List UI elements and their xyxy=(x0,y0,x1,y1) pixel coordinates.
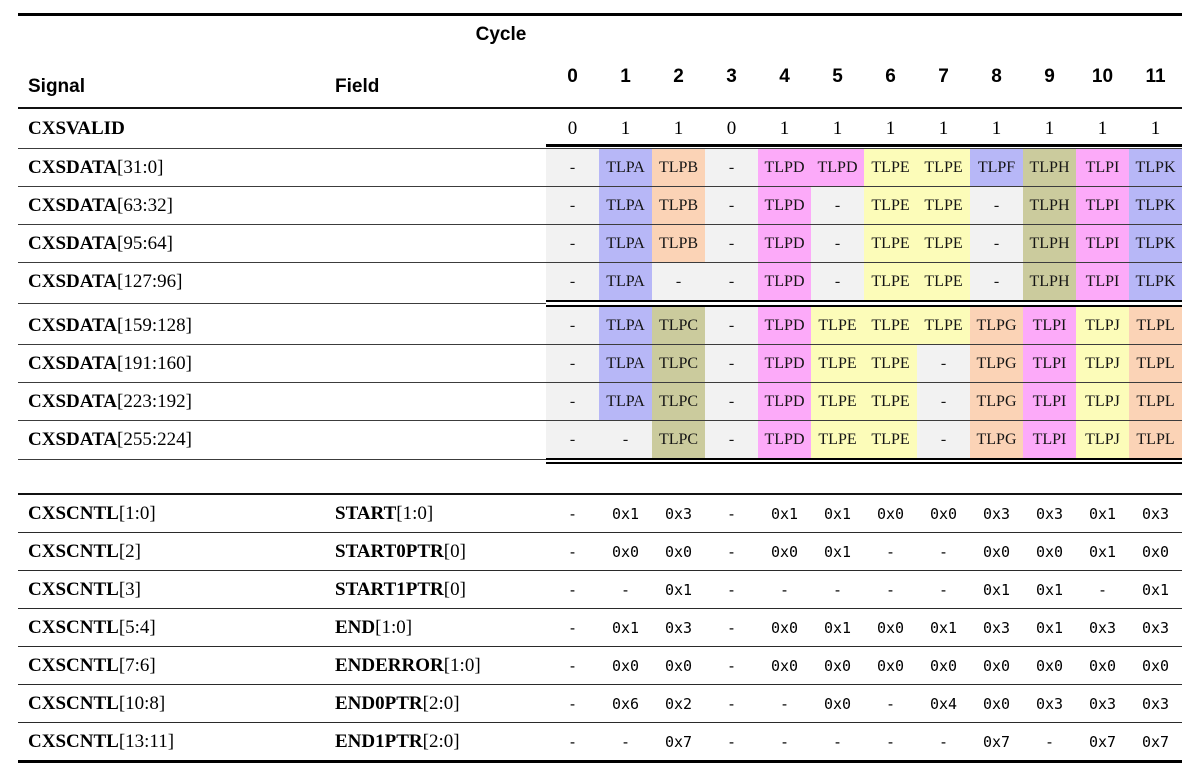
data-cell: TLPB xyxy=(652,149,705,186)
cntl-cell: - xyxy=(726,732,737,751)
signal-name: CXSDATA[95:64] xyxy=(28,232,173,254)
cntl-cell: 0x1 xyxy=(982,580,1011,599)
cntl-cell: - xyxy=(938,542,949,561)
data-row xyxy=(18,345,1182,382)
data-cell: - xyxy=(599,421,652,458)
data-cell: TLPA xyxy=(599,345,652,382)
cntl-cell: 0x3 xyxy=(664,618,693,637)
signal-name: CXSCNTL[2] xyxy=(28,540,141,562)
cntl-cell: 0x0 xyxy=(876,656,905,675)
cycle-col-header: 2 xyxy=(673,66,684,87)
signal-name: CXSCNTL[1:0] xyxy=(28,502,156,524)
cntl-cell: 0x0 xyxy=(982,656,1011,675)
data-cell: TLPA xyxy=(599,263,652,300)
cycle-group-row xyxy=(18,16,1182,56)
cntl-cell: 0x1 xyxy=(823,504,852,523)
valid-cell: 1 xyxy=(1150,117,1161,139)
cntl-cell: - xyxy=(1044,732,1055,751)
data-cell: TLPJ xyxy=(1076,307,1129,344)
valid-cell: 1 xyxy=(1044,117,1055,139)
cntl-cell: 0x1 xyxy=(770,504,799,523)
data-cell: TLPL xyxy=(1129,307,1182,344)
cntl-cell: 0x3 xyxy=(982,504,1011,523)
cntl-cell: 0x3 xyxy=(664,504,693,523)
top-margin xyxy=(18,0,1182,13)
data-row xyxy=(18,149,1182,186)
left-rule xyxy=(18,459,546,460)
cntl-cell: - xyxy=(832,732,843,751)
data-cell: - xyxy=(970,187,1023,224)
valid-cell: 1 xyxy=(779,117,790,139)
cntl-cell: 0x1 xyxy=(823,618,852,637)
data-cell: - xyxy=(652,263,705,300)
valid-cell: 1 xyxy=(832,117,843,139)
data-block-bottom-rule xyxy=(18,458,1182,465)
cntl-cell: - xyxy=(620,580,631,599)
cntl-cell: - xyxy=(779,732,790,751)
cntl-cell: 0x0 xyxy=(876,618,905,637)
data-cell: - xyxy=(705,345,758,382)
cntl-cell: 0x1 xyxy=(1141,580,1170,599)
field-name: END[1:0] xyxy=(335,616,413,638)
cntl-cell: - xyxy=(567,504,578,523)
data-cell: TLPI xyxy=(1023,383,1076,420)
data-cell: - xyxy=(811,187,864,224)
cycle-col-header: 6 xyxy=(885,66,896,87)
cycle-rule-bottom xyxy=(546,305,1182,307)
cycle-col-header: 3 xyxy=(726,66,737,87)
valid-cell: 0 xyxy=(726,117,737,139)
signal-name: CXSDATA[127:96] xyxy=(28,270,183,292)
section-gap xyxy=(18,465,1182,493)
signal-name: CXSCNTL[7:6] xyxy=(28,654,156,676)
field-name: END1PTR[2:0] xyxy=(335,730,460,752)
valid-cell: 1 xyxy=(1097,117,1108,139)
data-cell: TLPI xyxy=(1076,149,1129,186)
data-cell: TLPH xyxy=(1023,149,1076,186)
data-cell: TLPE xyxy=(811,383,864,420)
cycle-col-header: 7 xyxy=(938,66,949,87)
cycle-col-header: 4 xyxy=(779,66,790,87)
data-cell: TLPK xyxy=(1129,149,1182,186)
cntl-cell: 0x0 xyxy=(929,656,958,675)
signal-name: CXSDATA[223:192] xyxy=(28,390,192,412)
cntl-cell: 0x3 xyxy=(1141,694,1170,713)
cntl-cell: 0x0 xyxy=(770,542,799,561)
table-bottom-rule xyxy=(18,760,1182,763)
cntl-cell: 0x2 xyxy=(664,694,693,713)
data-cell: - xyxy=(970,263,1023,300)
cycle-rule-top xyxy=(546,458,1182,460)
cntl-cell: 0x4 xyxy=(929,694,958,713)
data-cell: TLPE xyxy=(917,225,970,262)
cntl-cell: 0x0 xyxy=(929,504,958,523)
data-cell: TLPH xyxy=(1023,263,1076,300)
cntl-cell: - xyxy=(832,580,843,599)
data-cell: TLPI xyxy=(1076,263,1129,300)
data-cell: TLPC xyxy=(652,421,705,458)
cntl-cell: - xyxy=(726,542,737,561)
data-cell: TLPC xyxy=(652,383,705,420)
data-cell: - xyxy=(705,307,758,344)
signal-name: CXSDATA[63:32] xyxy=(28,194,173,216)
data-cell: TLPI xyxy=(1076,187,1129,224)
data-cell: TLPK xyxy=(1129,263,1182,300)
cntl-cell: - xyxy=(938,732,949,751)
cycle-col-header: 0 xyxy=(567,66,578,87)
data-cell: - xyxy=(546,263,599,300)
cntl-cell: - xyxy=(567,732,578,751)
data-cell: TLPC xyxy=(652,345,705,382)
data-cell: - xyxy=(811,225,864,262)
data-cell: TLPI xyxy=(1023,307,1076,344)
cycle-group-header: Cycle xyxy=(475,24,527,45)
valid-cell: 1 xyxy=(673,117,684,139)
data-cell: TLPJ xyxy=(1076,345,1129,382)
data-cell: TLPD xyxy=(811,149,864,186)
cntl-cell: 0x0 xyxy=(982,694,1011,713)
cntl-cell: 0x0 xyxy=(664,656,693,675)
data-cell: TLPL xyxy=(1129,421,1182,458)
data-cell: TLPG xyxy=(970,383,1023,420)
cycle-col-header: 10 xyxy=(1091,66,1114,87)
data-cell: TLPJ xyxy=(1076,383,1129,420)
column-header-row xyxy=(18,56,1182,107)
valid-cell: 1 xyxy=(991,117,1002,139)
data-cell: TLPJ xyxy=(1076,421,1129,458)
data-cell: TLPF xyxy=(970,149,1023,186)
data-cell: TLPI xyxy=(1023,345,1076,382)
cntl-cell: 0x0 xyxy=(770,618,799,637)
data-cell: TLPK xyxy=(1129,187,1182,224)
data-cell: TLPB xyxy=(652,225,705,262)
cntl-cell: 0x1 xyxy=(929,618,958,637)
data-cell: - xyxy=(546,383,599,420)
cntl-cell: 0x3 xyxy=(1141,504,1170,523)
cntl-cell: - xyxy=(567,580,578,599)
data-cell: TLPL xyxy=(1129,345,1182,382)
data-cell: TLPE xyxy=(811,345,864,382)
cntl-cell: 0x0 xyxy=(1141,542,1170,561)
data-cell: TLPC xyxy=(652,307,705,344)
cntl-cell: - xyxy=(885,580,896,599)
cntl-cell: 0x7 xyxy=(664,732,693,751)
data-cell: TLPH xyxy=(1023,187,1076,224)
cntl-cell: 0x1 xyxy=(1035,618,1064,637)
cycle-col-header: 11 xyxy=(1145,66,1166,87)
group-separator xyxy=(18,300,1182,307)
data-cell: - xyxy=(917,421,970,458)
cntl-row xyxy=(18,495,1182,532)
signal-name: CXSDATA[159:128] xyxy=(28,314,192,336)
cntl-row xyxy=(18,647,1182,684)
cntl-cell: 0x3 xyxy=(982,618,1011,637)
data-cell: TLPE xyxy=(864,307,917,344)
cycle-col-header: 5 xyxy=(832,66,843,87)
data-cell: TLPG xyxy=(970,345,1023,382)
cycle-rule-bottom xyxy=(546,462,1182,464)
field-name: END0PTR[2:0] xyxy=(335,692,460,714)
cntl-cell: - xyxy=(938,580,949,599)
cntl-cell: 0x0 xyxy=(611,656,640,675)
cntl-cell: 0x0 xyxy=(1141,656,1170,675)
cntl-cell: - xyxy=(885,694,896,713)
field-name: START0PTR[0] xyxy=(335,540,466,562)
data-cell: - xyxy=(705,421,758,458)
data-cell: - xyxy=(811,263,864,300)
cntl-cell: 0x0 xyxy=(876,504,905,523)
signal-name: CXSDATA[31:0] xyxy=(28,156,164,178)
data-cell: TLPD xyxy=(758,307,811,344)
data-cell: TLPA xyxy=(599,225,652,262)
field-name: START1PTR[0] xyxy=(335,578,466,600)
cntl-cell: 0x1 xyxy=(1088,542,1117,561)
data-cell: TLPH xyxy=(1023,225,1076,262)
cntl-cell: - xyxy=(726,618,737,637)
data-cell: TLPE xyxy=(917,307,970,344)
cntl-cell: 0x0 xyxy=(982,542,1011,561)
data-cell: TLPK xyxy=(1129,225,1182,262)
data-cell: TLPE xyxy=(864,225,917,262)
cntl-row xyxy=(18,533,1182,570)
data-cell: TLPD xyxy=(758,421,811,458)
cntl-cell: - xyxy=(567,618,578,637)
valid-cell: 0 xyxy=(567,117,578,139)
signal-name: CXSCNTL[10:8] xyxy=(28,692,166,714)
cntl-row xyxy=(18,609,1182,646)
cntl-cell: 0x1 xyxy=(611,504,640,523)
cntl-cell: 0x0 xyxy=(823,694,852,713)
data-cell: TLPE xyxy=(917,187,970,224)
cycle-rule-top xyxy=(546,300,1182,302)
data-cell: - xyxy=(970,225,1023,262)
valid-separator xyxy=(18,148,1182,149)
cntl-cell: - xyxy=(567,542,578,561)
data-cell: TLPE xyxy=(864,263,917,300)
cycle-col-header: 1 xyxy=(620,66,631,87)
cntl-cell: - xyxy=(726,504,737,523)
cntl-cell: 0x1 xyxy=(1088,504,1117,523)
cntl-cell: 0x0 xyxy=(664,542,693,561)
cntl-cell: - xyxy=(885,732,896,751)
cntl-cell: 0x0 xyxy=(611,542,640,561)
data-cell: TLPD xyxy=(758,345,811,382)
field-name: START[1:0] xyxy=(335,502,434,524)
data-row xyxy=(18,225,1182,262)
data-cell: - xyxy=(546,345,599,382)
data-cell: TLPA xyxy=(599,307,652,344)
data-cell: TLPI xyxy=(1023,421,1076,458)
data-cell: - xyxy=(546,225,599,262)
cntl-cell: 0x0 xyxy=(1035,542,1064,561)
data-cell: - xyxy=(546,421,599,458)
data-cell: - xyxy=(546,307,599,344)
data-cell: - xyxy=(705,187,758,224)
valid-cell: 1 xyxy=(938,117,949,139)
cntl-cell: 0x7 xyxy=(982,732,1011,751)
signal-name: CXSDATA[255:224] xyxy=(28,428,192,450)
signal-name: CXSCNTL[5:4] xyxy=(28,616,156,638)
data-cell: TLPD xyxy=(758,225,811,262)
signal-name: CXSCNTL[3] xyxy=(28,578,141,600)
valid-cell: 1 xyxy=(620,117,631,139)
data-cell: TLPG xyxy=(970,307,1023,344)
cntl-cell: 0x3 xyxy=(1141,618,1170,637)
cntl-cell: 0x0 xyxy=(823,656,852,675)
valid-cell: 1 xyxy=(885,117,896,139)
cycle-block-top-rule xyxy=(546,144,1182,147)
data-cell: - xyxy=(917,383,970,420)
data-row xyxy=(18,383,1182,420)
data-cell: - xyxy=(705,225,758,262)
cntl-cell: - xyxy=(620,732,631,751)
data-cell: - xyxy=(917,345,970,382)
cntl-cell: 0x7 xyxy=(1088,732,1117,751)
cntl-cell: - xyxy=(1097,580,1108,599)
cntl-cell: - xyxy=(567,694,578,713)
cntl-cell: - xyxy=(779,694,790,713)
cntl-cell: 0x1 xyxy=(1035,580,1064,599)
cntl-cell: - xyxy=(885,542,896,561)
data-cell: TLPG xyxy=(970,421,1023,458)
valid-row xyxy=(18,109,1182,148)
data-cell: TLPA xyxy=(599,187,652,224)
cntl-cell: - xyxy=(779,580,790,599)
signal-name: CXSVALID xyxy=(28,117,125,139)
cntl-cell: - xyxy=(726,656,737,675)
cntl-cell: - xyxy=(726,694,737,713)
data-cell: TLPL xyxy=(1129,383,1182,420)
signal-column-header: Signal xyxy=(28,76,86,97)
data-cell: TLPE xyxy=(864,149,917,186)
cntl-cell: 0x0 xyxy=(770,656,799,675)
timing-table xyxy=(18,0,1182,763)
data-cell: - xyxy=(705,383,758,420)
cntl-row xyxy=(18,723,1182,760)
cntl-cell: 0x3 xyxy=(1088,694,1117,713)
cycle-col-header: 9 xyxy=(1044,66,1055,87)
cntl-cell: 0x0 xyxy=(1035,656,1064,675)
data-row xyxy=(18,307,1182,344)
cntl-cell: - xyxy=(726,580,737,599)
data-cell: TLPA xyxy=(599,149,652,186)
data-row xyxy=(18,421,1182,458)
cntl-row xyxy=(18,571,1182,608)
cntl-cell: 0x7 xyxy=(1141,732,1170,751)
cntl-cell: 0x6 xyxy=(611,694,640,713)
cntl-cell: 0x3 xyxy=(1035,504,1064,523)
data-cell: TLPD xyxy=(758,187,811,224)
data-cell: TLPE xyxy=(864,345,917,382)
data-cell: - xyxy=(705,149,758,186)
data-cell: TLPI xyxy=(1076,225,1129,262)
data-cell: TLPE xyxy=(864,187,917,224)
cntl-cell: 0x3 xyxy=(1035,694,1064,713)
data-cell: TLPA xyxy=(599,383,652,420)
signal-name: CXSDATA[191:160] xyxy=(28,352,192,374)
data-cell: - xyxy=(546,149,599,186)
data-cell: TLPD xyxy=(758,149,811,186)
data-cell: - xyxy=(546,187,599,224)
cntl-cell: - xyxy=(567,656,578,675)
cntl-cell: 0x1 xyxy=(823,542,852,561)
data-row xyxy=(18,187,1182,224)
cntl-cell: 0x1 xyxy=(611,618,640,637)
cycle-col-header: 8 xyxy=(991,66,1002,87)
cntl-row xyxy=(18,685,1182,722)
data-cell: TLPB xyxy=(652,187,705,224)
data-cell: - xyxy=(705,263,758,300)
data-cell: TLPE xyxy=(811,307,864,344)
field-name: ENDERROR[1:0] xyxy=(335,654,481,676)
data-cell: TLPD xyxy=(758,383,811,420)
cntl-cell: 0x1 xyxy=(664,580,693,599)
data-cell: TLPD xyxy=(758,263,811,300)
data-cell: TLPE xyxy=(811,421,864,458)
field-column-header: Field xyxy=(335,76,380,97)
cntl-cell: 0x0 xyxy=(1088,656,1117,675)
data-cell: TLPE xyxy=(917,263,970,300)
data-row xyxy=(18,263,1182,300)
data-cell: TLPE xyxy=(917,149,970,186)
cntl-cell: 0x3 xyxy=(1088,618,1117,637)
left-rule xyxy=(18,303,546,304)
data-cell: TLPE xyxy=(864,421,917,458)
data-cell: TLPE xyxy=(864,383,917,420)
signal-name: CXSCNTL[13:11] xyxy=(28,730,175,752)
